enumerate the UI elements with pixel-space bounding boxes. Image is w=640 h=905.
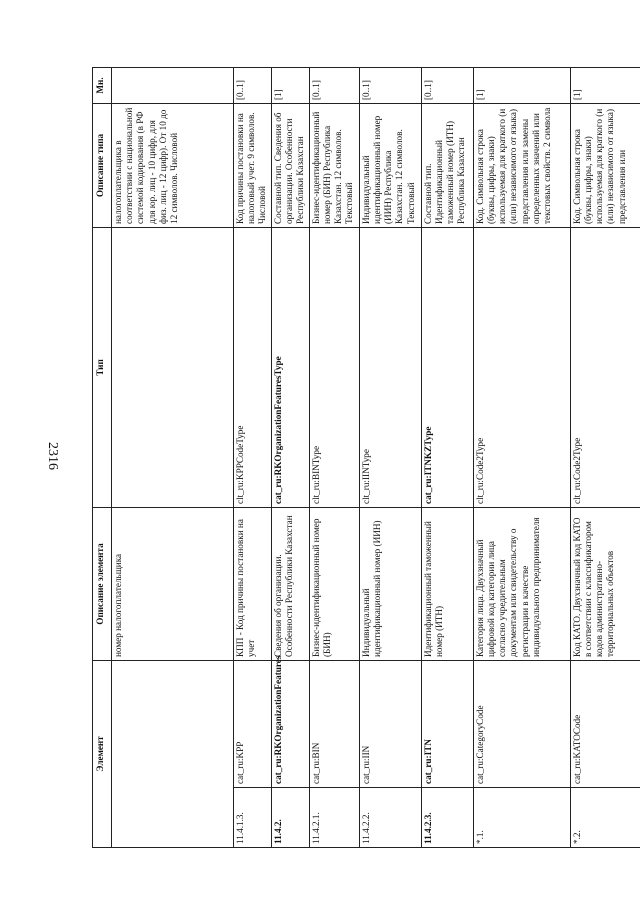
row-multiplicity: [0..1]	[309, 68, 359, 104]
row-type-description: Код причины постановки на налоговый учет. 9 символов. Числовой	[234, 104, 272, 228]
row-description: номер налогоплательщика	[112, 508, 234, 661]
row-type: clt_ru:Code2Type	[570, 228, 640, 508]
row-multiplicity: [1]	[473, 68, 570, 104]
header-type: Тип	[93, 228, 112, 508]
row-description: Код КАТО. Двухзначный код КАТО в соответствии с классификатором кодов административно-территориальных объектов	[570, 508, 640, 661]
table-row	[234, 68, 272, 848]
table-row	[421, 68, 473, 848]
row-number: 11.4.1.3.	[234, 788, 272, 848]
row-multiplicity: [0..1]	[359, 68, 421, 104]
row-element-empty	[112, 661, 234, 848]
row-multiplicity: [1]	[570, 68, 640, 104]
table-row	[359, 68, 421, 848]
row-number: 11.4.2.	[271, 788, 309, 848]
row-type-description: Составной тип. Идентификационный таможенный номер (ИТН) Республика Казахстан	[421, 104, 473, 228]
row-description: Бизнес-идентификационный номер (БИН)	[309, 508, 359, 661]
header-multiplicity: Мн.	[93, 68, 112, 104]
spec-table	[92, 67, 640, 848]
row-type: cat_ru:RKOrganizationFeaturesType	[271, 228, 309, 508]
row-multiplicity: [0..1]	[234, 68, 272, 104]
row-type-description: Составной тип. Сведения об организации. Особенности Республики Казахстан	[271, 104, 309, 228]
row-name: cat_ru:CategoryCode	[473, 661, 570, 788]
row-name: cat_ru:RKOrganizationFeatures	[271, 661, 309, 788]
table-row	[570, 68, 640, 848]
row-multiplicity: [0..1]	[421, 68, 473, 104]
row-type-description: Индивидуальный идентификационный номер (ИИН) Республика Казахстан. 12 символов. Текстовый	[359, 104, 421, 228]
table-row	[112, 68, 234, 848]
row-description: Индивидуальный идентификационный номер (ИИН)	[359, 508, 421, 661]
header-type-description: Описание типа	[93, 104, 112, 228]
row-description: Сведения об организации. Особенности Республики Казахстан	[271, 508, 309, 661]
row-type-description: Код. Символьная строка (буквы, цифры, знаки) используемая для краткого (и (или) независимого от языка) представления или замены определенных значений или текстовых свойств. 2 символа	[473, 104, 570, 228]
row-name: cat_ru:ITN	[421, 661, 473, 788]
row-number: 11.4.2.1.	[309, 788, 359, 848]
page-number: 2316	[45, 442, 60, 470]
row-number: 11.4.2.2.	[359, 788, 421, 848]
row-type-description: Бизнес-идентификационный номер (БИН) Республика Казахстан. 12 символов. Текстовый	[309, 104, 359, 228]
row-type: clt_ru:IINType	[359, 228, 421, 508]
rotated-page-content	[92, 68, 627, 848]
row-type: cat_ru:ITNKZType	[421, 228, 473, 508]
row-type	[112, 228, 234, 508]
row-name: cat_ru:BIN	[309, 661, 359, 788]
table-row	[271, 68, 309, 848]
row-description: КПП - Код причины постановки на учет	[234, 508, 272, 661]
row-multiplicity: [1]	[271, 68, 309, 104]
row-name: cat_ru:KATOCode	[570, 661, 640, 788]
row-type-description: налогоплательщика в соответствии с национальной системой кодирования (в РФ для юр. лиц - 10 цифр, для физ. лиц - 12 цифр). От 10 до 12 символов. Числовой	[112, 104, 234, 228]
table-header-row	[93, 68, 112, 848]
row-multiplicity	[112, 68, 234, 104]
table-row	[309, 68, 359, 848]
row-number: *.2.	[570, 788, 640, 848]
header-element: Элемент	[93, 661, 112, 848]
row-number: *.1.	[473, 788, 570, 848]
row-type-description: Код. Символьная строка (буквы, цифры, знаки) используемая для краткого (и (или) независимого от языка) представления или	[570, 104, 640, 228]
header-element-description: Описание элемента	[93, 508, 112, 661]
row-type: clt_ru:Code2Type	[473, 228, 570, 508]
row-type: clt_ru:KPPCodeType	[234, 228, 272, 508]
row-type: clt_ru:BINType	[309, 228, 359, 508]
row-description: Категория лица. Двухзначный цифровой код категории лица согласно учредительным документам или свидетельству о регистрации в качестве индивидуального предпринимателя	[473, 508, 570, 661]
table-row	[473, 68, 570, 848]
row-number: 11.4.2.3.	[421, 788, 473, 848]
row-description: Идентификационный таможенный номер (ИТН)	[421, 508, 473, 661]
row-name: cat_ru:IIN	[359, 661, 421, 788]
row-name: cat_ru:KPP	[234, 661, 272, 788]
